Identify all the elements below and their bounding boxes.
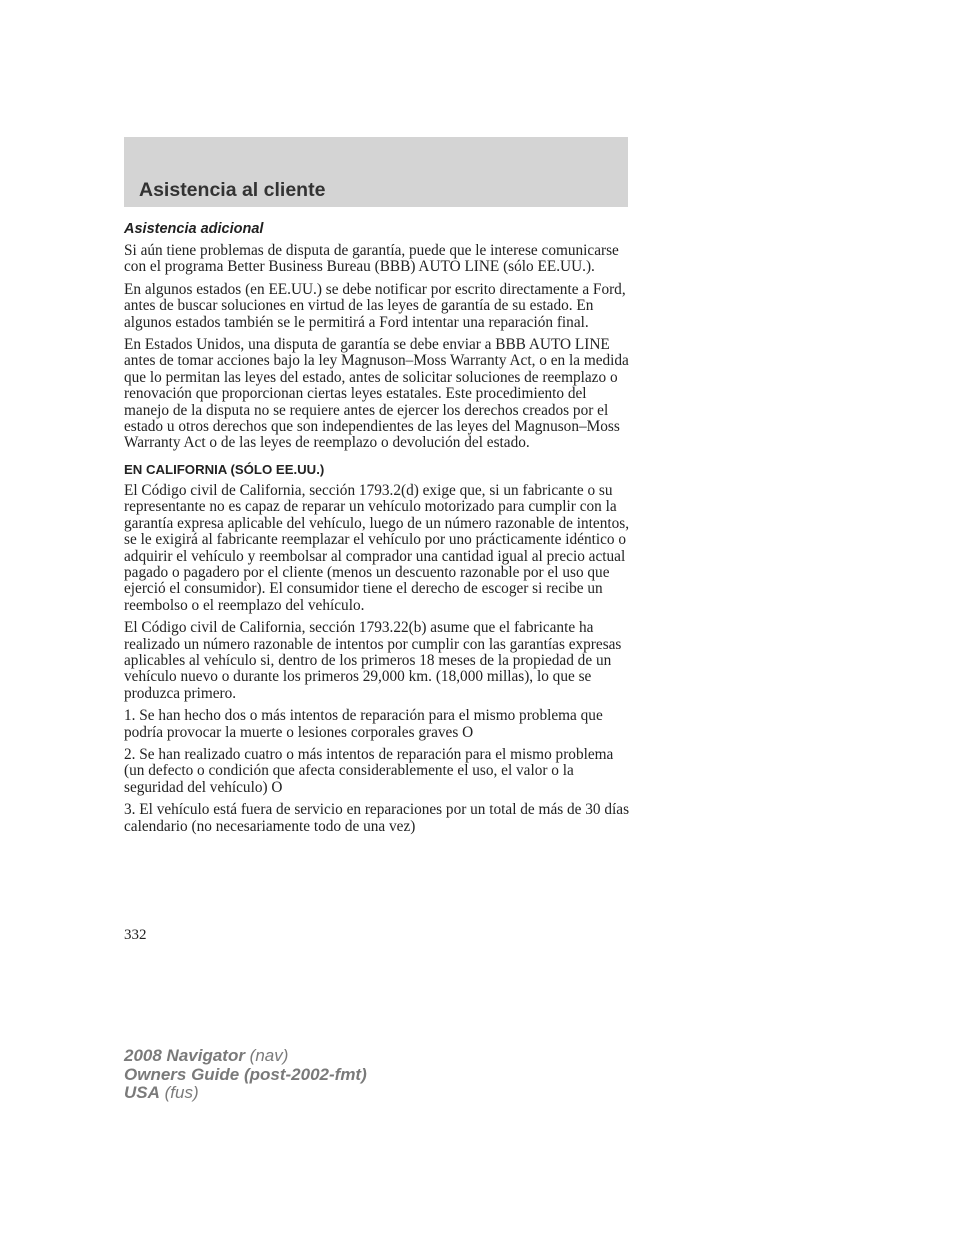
paragraph: El Código civil de California, sección 1793.2(d) exige que, si un fabricante o su representante no es capaz de reparar un vehículo motorizado para cumplir con la garantía expresa aplicable del vehículo, luego de un número razonable de intentos, se le exigirá al fabricante reemplazar el vehículo por uno prácticamente idéntico o adquirir el vehículo y reembolsar al comprador una cantidad igual al precio actual pagado o pagadero por el cliente (menos un descuento razonable por el uso que ejerció el consumidor). El consumidor tiene el derecho de escoger si recibe un reembolso o el reemplazo del vehículo. (124, 481, 630, 614)
chapter-title: Asistencia al cliente (139, 179, 326, 201)
paragraph: En algunos estados (en EE.UU.) se debe notificar por escrito directamente a Ford, antes de buscar soluciones en virtud de las leyes de garantía de su estado. En algunos estados también se le permitirá a Ford intentar una reparación final. (124, 280, 626, 331)
page-body (124, 219, 630, 841)
footer-line-model (124, 1047, 367, 1066)
footer-market: USA (124, 1083, 160, 1102)
footer-line-market (124, 1084, 367, 1103)
page-number: 332 (124, 927, 147, 943)
paragraph: El Código civil de California, sección 1793.22(b) asume que el fabricante ha realizado un número razonable de intentos por cumplir con las garantías expresas aplicables al vehículo si, dentro de los primeros 18 meses de la propiedad de un vehículo nuevo o durante los primeros 29,000 km. (18,000 millas), lo que se produzca primero. (124, 619, 622, 702)
document-footer (124, 1047, 367, 1103)
list-item: 1. Se han hecho dos o más intentos de reparación para el mismo problema que podría provocar la muerte o lesiones corporales graves O (124, 707, 603, 741)
footer-model-code: (nav) (244, 1046, 289, 1065)
footer-line-guide (124, 1066, 367, 1085)
list-item: 2. Se han realizado cuatro o más intentos de reparación para el mismo problema (un defecto o condición que afecta considerablemente el uso, el valor o la seguridad del vehículo) O (124, 745, 614, 796)
section-header-band (124, 137, 628, 207)
footer-model: 2008 Navigator (124, 1046, 245, 1065)
section-heading-california: EN CALIFORNIA (SÓLO EE.UU.) (124, 461, 325, 477)
list-item: 3. El vehículo está fuera de servicio en reparaciones por un total de más de 30 días calendario (no necesariamente todo de una vez) (124, 801, 630, 835)
paragraph: Si aún tiene problemas de disputa de garantía, puede que le interese comunicarse con el programa Better Business Bureau (BBB) AUTO LINE (sólo EE.UU.). (124, 242, 619, 276)
footer-market-code: (fus) (159, 1083, 199, 1102)
section-heading-asistencia-adicional: Asistencia adicional (124, 221, 264, 237)
footer-guide: Owners Guide (post-2002-fmt) (124, 1064, 367, 1084)
paragraph: En Estados Unidos, una disputa de garantía se debe enviar a BBB AUTO LINE antes de tomar acciones bajo la ley Magnuson–Moss Warranty Act, o en la medida que lo permitan las leyes del estado, antes de solicitar soluciones de reemplazo o renovación que proporcionan ciertas leyes estatales. Este procedimiento del manejo de la disputa no se requiere antes de ejercer los derechos creados por el estado u otros derechos que son independientes de las leyes del Magnuson–Moss Warranty Act o de las leyes de reemplazo o devolución del estado. (124, 336, 629, 452)
